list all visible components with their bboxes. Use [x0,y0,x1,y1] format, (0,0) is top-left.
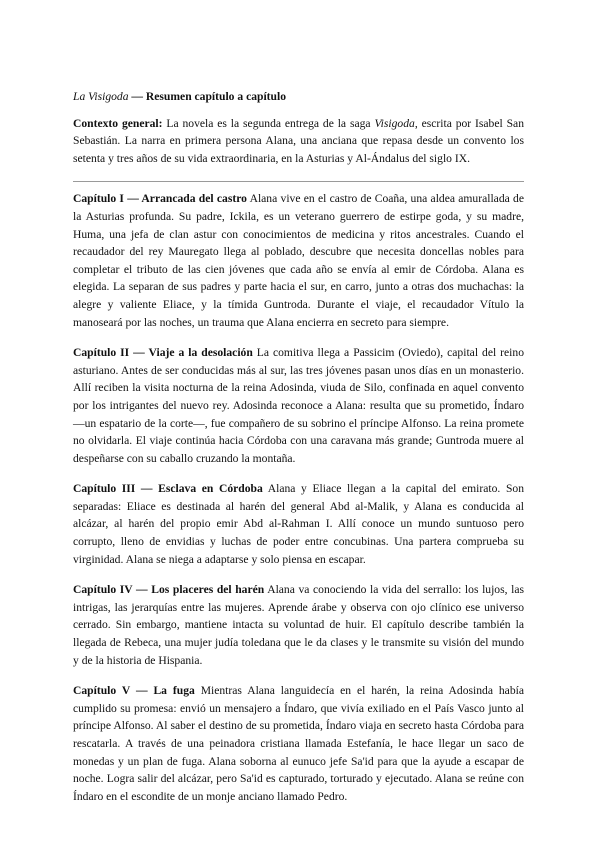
intro-text-after: , escrita por Isabel San Sebastián. La narra en primera persona Alana, una anciana que repasa desde un convento los setenta y tres años de su vida extraordinaria, en la Asturias y Al-Ándalus del siglo IX. [73,116,524,165]
chapter-text: La comitiva llega a Passicim (Oviedo), capital del reino asturiano. Antes de ser conducidas más al sur, las tres jóvenes pasan unos días en un monasterio. Allí reciben la visita nocturna de la reina Adosinda, viuda de Silo, confinada en aquel convento por los intrigantes del nuevo rey. Adosinda reconoce a Alana: resulta que su prometido, Índaro —un espatario de la corte—, fue compañero de su sobrino el príncipe Alfonso. La reina promete no olvidarla. El viaje continúa hacia Córdoba con una caravana más grande; Guntroda muere al despeñarse con su caballo cruzando la montaña. [73,346,524,465]
chapter-text: Mientras Alana languidecía en el harén, la reina Adosinda había cumplido su promesa: envió un mensajero a Índaro, que vivía exiliado en el País Vasco junto al príncipe Alfonso. Al saber el destino de su prometida, Índaro viaja en secreto hasta Córdoba para rescatarla. A través de una peinadora cristiana llamada Estefanía, le hace llegar un saco de monedas y un plan de fuga. Alana soborna al eunuco jefe Sa'id para que la ayude a escapar de noche. Logra salir del alcázar, pero Sa'id es capturado, torturado y ejecutado. Alana se reúne con Índaro en el escondite de un monje anciano llamado Pedro. [73,684,524,803]
chapter-1 [73,190,524,331]
chapter-heading: Capítulo V — La fuga [73,684,195,698]
chapter-heading: Capítulo I — Arrancada del castro [73,192,247,206]
chapter-text: Alana y Eliace llegan a la capital del emirato. Son separadas: Eliace es destinada al harén del general Abd al-Malik, y Alana es conducida al alcázar, al harén del propio emir Abd al-Rahman I. Allí conoce un mundo suntuoso pero corrupto, lleno de envidias y luchas de poder entre concubinas. Una partera comprueba su virginidad. Alana se niega a adaptarse y solo piensa en escapar. [73,482,524,566]
chapter-text: Alana vive en el castro de Coaña, una aldea amurallada de la Asturias profunda. Su padre, Ickila, es un veterano guerrero de estirpe goda, y su madre, Huma, una jefa de clan astur con conocimientos de medicina y ritos ancestrales. Cuando el recaudador del rey Mauregato llega al poblado, descubre que necesita doncellas nobles para completar el tributo de las cien jóvenes que cada año se envía al emir de Córdoba. Alana es elegida. La separan de sus padres y parte hacia el sur, en carro, junto a otras dos muchachas: la alegre y valiente Eliace, y la tímida Guntroda. Durante el viaje, el recaudador Vítulo la manoseará por las noches, un trauma que Alana encierra en secreto para siempre. [73,192,524,329]
chapter-text: Alana va conociendo la vida del serrallo: los lujos, las intrigas, las jerarquías entre las mujeres. Aprende árabe y observa con ojo clínico ese universo cerrado. Sin embargo, mantiene intacta su voluntad de huir. El capítulo describe también la llegada de Rebeca, una mujer judía toledana que le da clases y le transmite su visión del mundo y de la historia de Hispania. [73,583,524,667]
document-title [73,88,524,106]
chapter-3 [73,480,524,568]
title-bold: — Resumen capítulo a capítulo [128,90,287,103]
document-page [73,88,524,818]
chapter-2 [73,344,524,467]
intro-saga: Visigoda [374,116,415,130]
chapter-heading: Capítulo III — Esclava en Córdoba [73,482,263,496]
chapter-5 [73,682,524,805]
intro-paragraph [73,115,524,168]
title-italic: La Visigoda [73,90,129,103]
chapter-4 [73,581,524,669]
intro-label: Contexto general: [73,116,163,130]
intro-text-before: La novela es la segunda entrega de la saga [162,116,375,130]
chapter-heading: Capítulo IV — Los placeres del harén [73,583,265,597]
chapter-heading: Capítulo II — Viaje a la desolación [73,346,253,360]
section-divider [73,181,524,182]
